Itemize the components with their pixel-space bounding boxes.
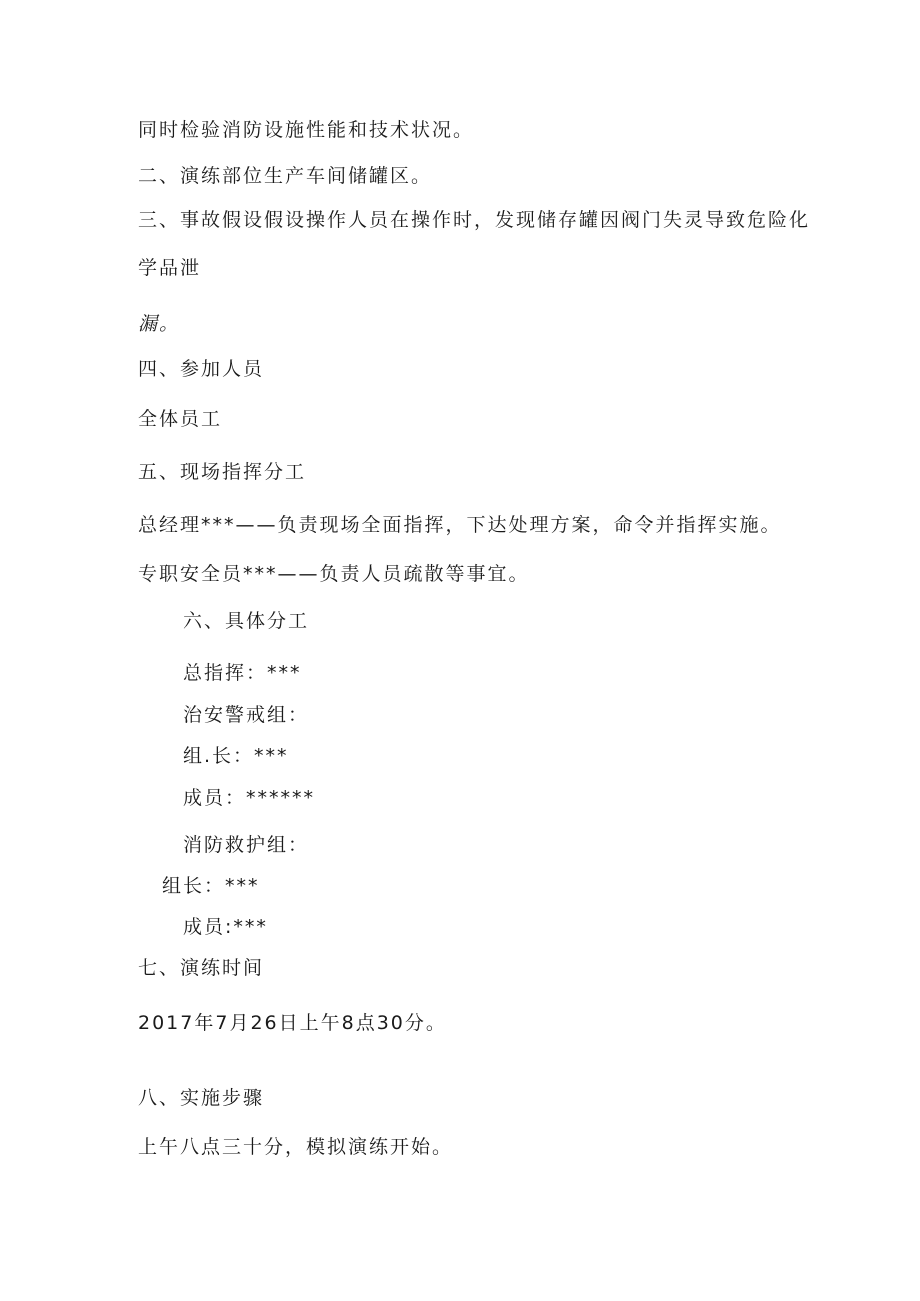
text-line-security-group: 治安警戒组：: [183, 704, 310, 726]
text-line-scenario-continued: 学品泄: [138, 257, 202, 279]
text-line-all-staff: 全体员工: [138, 408, 223, 430]
text-line-general-manager: 总经理***——负责现场全面指挥，下达处理方案，命令并指挥实施。: [138, 514, 782, 536]
section-3-accident-scenario: 三、事故假设假设操作人员在操作时，发现储存罐因阀门失灵导致危险化: [138, 209, 811, 231]
section-6-specific-duties: 六、具体分工: [183, 610, 310, 632]
text-line-fire-rescue-leader: 组长：***: [162, 875, 260, 897]
text-line-drill-datetime: 2017年7月26日上午8点30分。: [138, 1012, 447, 1034]
text-line-purpose: 同时检验消防设施性能和技术状况。: [138, 119, 475, 141]
section-8-implementation-steps: 八、实施步骤: [138, 1087, 265, 1109]
text-line-fire-rescue-members: 成员:***: [183, 916, 268, 938]
text-line-scenario-end: 漏。: [138, 313, 181, 335]
text-line-fire-rescue-group: 消防救护组：: [183, 834, 310, 856]
section-7-drill-time: 七、演练时间: [138, 957, 265, 979]
text-line-security-members: 成员：******: [183, 787, 316, 809]
section-4-participants: 四、参加人员: [138, 358, 265, 380]
section-2-drill-location: 二、演练部位生产车间储罐区。: [138, 165, 433, 187]
section-5-onsite-command: 五、现场指挥分工: [138, 461, 307, 483]
text-line-security-leader: 组.长：***: [183, 745, 289, 767]
text-line-safety-officer: 专职安全员***——负责人员疏散等事宜。: [138, 563, 530, 585]
text-line-commander: 总指挥：***: [183, 662, 302, 684]
text-line-drill-start: 上午八点三十分，模拟演练开始。: [138, 1136, 454, 1158]
